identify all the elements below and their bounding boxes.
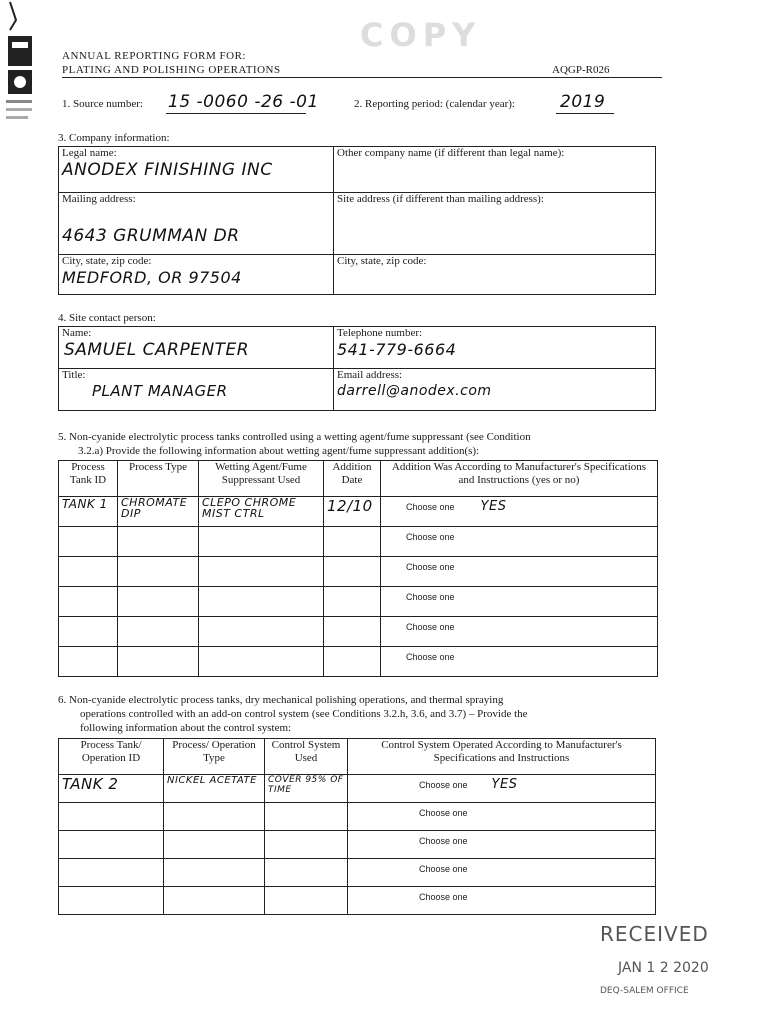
q5-type-cell[interactable]: [118, 617, 199, 647]
q5-agent-cell[interactable]: [199, 557, 324, 587]
q5-type-cell[interactable]: [118, 557, 199, 587]
email-label: Email address:: [337, 369, 403, 381]
header-rule: [62, 77, 662, 78]
site-city-cell[interactable]: [334, 255, 656, 295]
q6-type-cell[interactable]: [164, 803, 265, 831]
q5-date-cell[interactable]: [324, 557, 381, 587]
q6-intro-line3: following information about the control system:: [80, 722, 292, 734]
received-stamp: [600, 922, 760, 996]
table-row: [59, 775, 656, 803]
q6-tank-cell[interactable]: TANK 2: [59, 775, 164, 803]
deq-logo: [2, 0, 38, 140]
q5-type-cell[interactable]: [118, 527, 199, 557]
choose-one-dropdown[interactable]: Choose one: [419, 892, 468, 902]
q5-header-spec: Addition Was According to Manufacturer's Specifications and Instructions (yes or no): [381, 461, 658, 497]
email-cell[interactable]: [334, 369, 656, 411]
choose-one-dropdown[interactable]: Choose one: [406, 622, 455, 632]
q5-tank-cell[interactable]: TANK 1: [59, 497, 118, 527]
company-info-heading: 3. Company information:: [58, 132, 170, 144]
choose-one-dropdown[interactable]: Choose one: [406, 502, 455, 512]
mailing-address-cell[interactable]: [59, 193, 334, 255]
q6-spec-cell[interactable]: [348, 887, 656, 915]
city-cell[interactable]: [59, 255, 334, 295]
form-code: AQGP-R026: [552, 64, 610, 76]
choose-one-dropdown[interactable]: Choose one: [419, 780, 468, 790]
q5-header-type: Process Type: [118, 461, 199, 497]
reporting-period-line: [556, 113, 614, 114]
q5-spec-cell[interactable]: [381, 497, 658, 527]
site-city-label: City, state, zip code:: [337, 255, 427, 267]
q5-header-tank: Process Tank ID: [59, 461, 118, 497]
q6-type-cell[interactable]: [164, 887, 265, 915]
q6-system-cell[interactable]: [265, 859, 348, 887]
table-row: [59, 859, 656, 887]
contact-name-cell[interactable]: [59, 327, 334, 369]
received-stamp-line1: RECEIVED: [600, 922, 709, 946]
q6-spec-cell[interactable]: [348, 831, 656, 859]
site-contact-heading: 4. Site contact person:: [58, 312, 156, 324]
contact-name-value[interactable]: SAMUEL CARPENTER: [64, 340, 250, 360]
q6-spec-cell[interactable]: [348, 803, 656, 831]
contact-name-label: Name:: [62, 327, 92, 339]
table-row: [59, 647, 658, 677]
q6-system-cell[interactable]: [265, 803, 348, 831]
q5-header-date: Addition Date: [324, 461, 381, 497]
mailing-address-value[interactable]: 4643 GRUMMAN DR: [62, 226, 240, 246]
q5-agent-cell[interactable]: [199, 647, 324, 677]
q5-type-cell[interactable]: [118, 587, 199, 617]
q5-table: [58, 460, 658, 677]
q5-spec-cell[interactable]: [381, 557, 658, 587]
q5-date-cell[interactable]: [324, 617, 381, 647]
q6-answer[interactable]: YES: [491, 777, 518, 792]
q6-intro-line1: 6. Non-cyanide electrolytic process tanks, dry mechanical polishing operations, and thermal spraying: [58, 694, 504, 706]
choose-one-dropdown[interactable]: Choose one: [406, 532, 455, 542]
mailing-address-label: Mailing address:: [62, 193, 136, 205]
q5-header-agent: Wetting Agent/Fume Suppressant Used: [199, 461, 324, 497]
q5-agent-cell[interactable]: [199, 587, 324, 617]
q5-answer[interactable]: YES: [480, 499, 507, 514]
site-address-cell[interactable]: [334, 193, 656, 255]
q6-type-cell[interactable]: [164, 859, 265, 887]
q5-agent-cell[interactable]: CLEPO CHROME MIST CTRL: [199, 497, 324, 527]
q5-tank-cell[interactable]: [59, 647, 118, 677]
copy-stamp: COPY: [360, 16, 482, 54]
legal-name-value[interactable]: ANODEX FINISHING INC: [62, 160, 273, 180]
contact-title-value[interactable]: PLANT MANAGER: [92, 382, 228, 400]
company-info-table: [58, 146, 656, 295]
form-title-line2: PLATING AND POLISHING OPERATIONS: [62, 64, 281, 76]
contact-title-label: Title:: [62, 369, 86, 381]
q6-table: [58, 738, 656, 915]
q5-spec-cell[interactable]: [381, 647, 658, 677]
contact-title-cell[interactable]: [59, 369, 334, 411]
table-row: [59, 557, 658, 587]
legal-name-cell[interactable]: [59, 147, 334, 193]
q5-date-cell[interactable]: [324, 527, 381, 557]
q6-tank-cell[interactable]: [59, 831, 164, 859]
q5-intro-line1: 5. Non-cyanide electrolytic process tanks controlled using a wetting agent/fume suppressant (see Condition: [58, 431, 531, 443]
q6-intro-line2: operations controlled with an add-on control system (see Conditions 3.2.h, 3.6, and 3.7) – Provide the: [80, 708, 528, 720]
legal-name-label: Legal name:: [62, 147, 117, 159]
q5-type-cell[interactable]: CHROMATE DIP: [118, 497, 199, 527]
other-name-label: Other company name (if different than legal name):: [337, 147, 565, 159]
q6-header-tank: Process Tank/ Operation ID: [59, 739, 164, 775]
table-row: [59, 831, 656, 859]
q6-system-cell[interactable]: [265, 831, 348, 859]
form-title-line1: ANNUAL REPORTING FORM FOR:: [62, 50, 246, 62]
reporting-period-label: 2. Reporting period: (calendar year):: [354, 98, 515, 110]
table-row: [59, 587, 658, 617]
table-row: [59, 887, 656, 915]
q5-agent-cell[interactable]: [199, 527, 324, 557]
q6-spec-cell[interactable]: [348, 859, 656, 887]
q5-date-cell[interactable]: 12/10: [324, 497, 381, 527]
choose-one-dropdown[interactable]: Choose one: [406, 562, 455, 572]
choose-one-dropdown[interactable]: Choose one: [419, 836, 468, 846]
deq-logo-graphic: [2, 0, 38, 140]
q6-tank-cell[interactable]: [59, 887, 164, 915]
q5-tank-cell[interactable]: [59, 557, 118, 587]
choose-one-dropdown[interactable]: Choose one: [419, 864, 468, 874]
phone-cell[interactable]: [334, 327, 656, 369]
phone-value[interactable]: 541-779-6664: [337, 340, 457, 359]
q6-system-cell[interactable]: [265, 887, 348, 915]
phone-label: Telephone number:: [337, 327, 423, 339]
q6-spec-cell[interactable]: [348, 775, 656, 803]
email-value[interactable]: darrell@anodex.com: [337, 383, 492, 399]
q6-type-cell[interactable]: [164, 831, 265, 859]
received-stamp-line3: DEQ-SALEM OFFICE: [600, 986, 689, 996]
q6-header-spec: Control System Operated According to Manufacturer's Specifications and Instructions: [348, 739, 656, 775]
reporting-period-value[interactable]: 2019: [560, 92, 606, 112]
source-number-value[interactable]: 15 -0060 -26 -01: [168, 92, 319, 112]
source-number-line: [166, 113, 306, 114]
table-row: [59, 527, 658, 557]
other-name-cell[interactable]: [334, 147, 656, 193]
q5-spec-cell[interactable]: [381, 587, 658, 617]
choose-one-dropdown[interactable]: Choose one: [419, 808, 468, 818]
table-row: [59, 803, 656, 831]
q5-intro-line2: 3.2.a) Provide the following information about wetting agent/fume suppressant addition(s):: [78, 445, 480, 457]
q5-type-cell[interactable]: [118, 647, 199, 677]
city-label: City, state, zip code:: [62, 255, 152, 267]
source-number-label: 1. Source number:: [62, 98, 143, 110]
q6-tank-cell[interactable]: [59, 859, 164, 887]
q5-tank-cell[interactable]: [59, 617, 118, 647]
q5-date-cell[interactable]: [324, 587, 381, 617]
q5-spec-cell[interactable]: [381, 617, 658, 647]
city-value[interactable]: MEDFORD, OR 97504: [62, 268, 242, 287]
choose-one-dropdown[interactable]: Choose one: [406, 652, 455, 662]
q6-header-type: Process/ Operation Type: [164, 739, 265, 775]
site-address-label: Site address (if different than mailing address):: [337, 193, 544, 205]
table-row: [59, 617, 658, 647]
q5-agent-cell[interactable]: [199, 617, 324, 647]
q5-tank-cell[interactable]: [59, 587, 118, 617]
received-stamp-line2: JAN 1 2 2020: [618, 960, 709, 976]
q6-tank-cell[interactable]: [59, 803, 164, 831]
q5-tank-cell[interactable]: [59, 527, 118, 557]
choose-one-dropdown[interactable]: Choose one: [406, 592, 455, 602]
q6-type-cell[interactable]: NICKEL ACETATE: [164, 775, 265, 803]
q5-spec-cell[interactable]: [381, 527, 658, 557]
q6-header-system: Control System Used: [265, 739, 348, 775]
q5-date-cell[interactable]: [324, 647, 381, 677]
table-row: [59, 497, 658, 527]
q6-system-cell[interactable]: COVER 95% OF TIME: [265, 775, 348, 803]
site-contact-table: [58, 326, 656, 411]
